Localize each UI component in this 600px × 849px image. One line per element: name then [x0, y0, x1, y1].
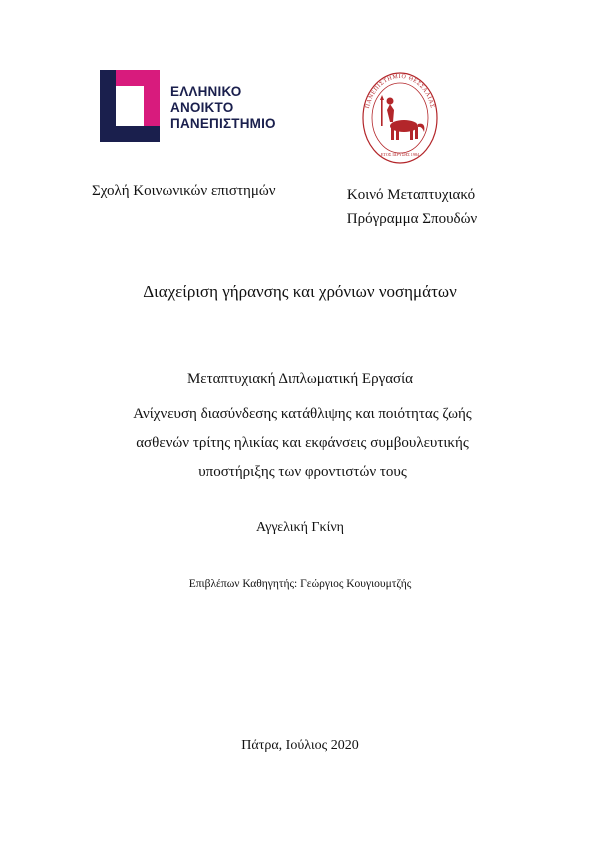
program-line1: Κοινό Μεταπτυχιακό: [346, 187, 476, 203]
thesis-title: [110, 400, 495, 487]
thesis-title-line3: υποστήριξης των φροντιστών τους: [198, 464, 407, 480]
thesis-title-line1: Ανίχνευση διασύνδεσης κατάθλιψης και ποιότητας ζωής: [133, 406, 472, 422]
place-date: Πάτρα, Ιούλιος 2020: [241, 738, 359, 753]
thesis-type: Μεταπτυχιακή Διπλωματική Εργασία: [186, 371, 414, 387]
university-of-thessaly-seal: [360, 70, 440, 166]
program-name: [341, 183, 483, 231]
centaur-seal-icon: [360, 70, 440, 166]
hellenic-open-university-logo: [100, 70, 290, 145]
eap-logo-mark-icon: [100, 70, 160, 142]
program-line2: Πρόγραμμα Σπουδών: [346, 211, 478, 227]
eap-logo-line1: ΕΛΛΗΝΙΚΟ: [170, 84, 242, 99]
program-title: Διαχείριση γήρανσης και χρόνιων νοσημάτων: [143, 282, 457, 301]
svg-text:ΕΤΟΣ ΙΔΡΥΣΗΣ 1984: ΕΤΟΣ ΙΔΡΥΣΗΣ 1984: [380, 152, 420, 157]
school-name: Σχολή Κοινωνικών επιστημών: [92, 183, 276, 199]
thesis-title-line2: ασθενών τρίτης ηλικίας και εκφάνσεις συμβουλευτικής: [136, 435, 469, 451]
eap-logo-line3: ΠΑΝΕΠΙΣΤΗΜΙΟ: [170, 116, 276, 131]
supervisor: Επιβλέπων Καθηγητής: Γεώργιος Κουγιουμτζής: [188, 578, 412, 590]
svg-text:ΠΑΝΕΠΙΣΤΗΜΙΟ ΘΕΣΣΑΛΙΑΣ: ΠΑΝΕΠΙΣΤΗΜΙΟ ΘΕΣΣΑΛΙΑΣ: [364, 73, 436, 110]
author-name: Αγγελική Γκίνη: [256, 520, 344, 535]
eap-logo-name: [170, 84, 276, 132]
eap-logo-line2: ΑΝΟΙΚΤΟ: [170, 100, 234, 115]
